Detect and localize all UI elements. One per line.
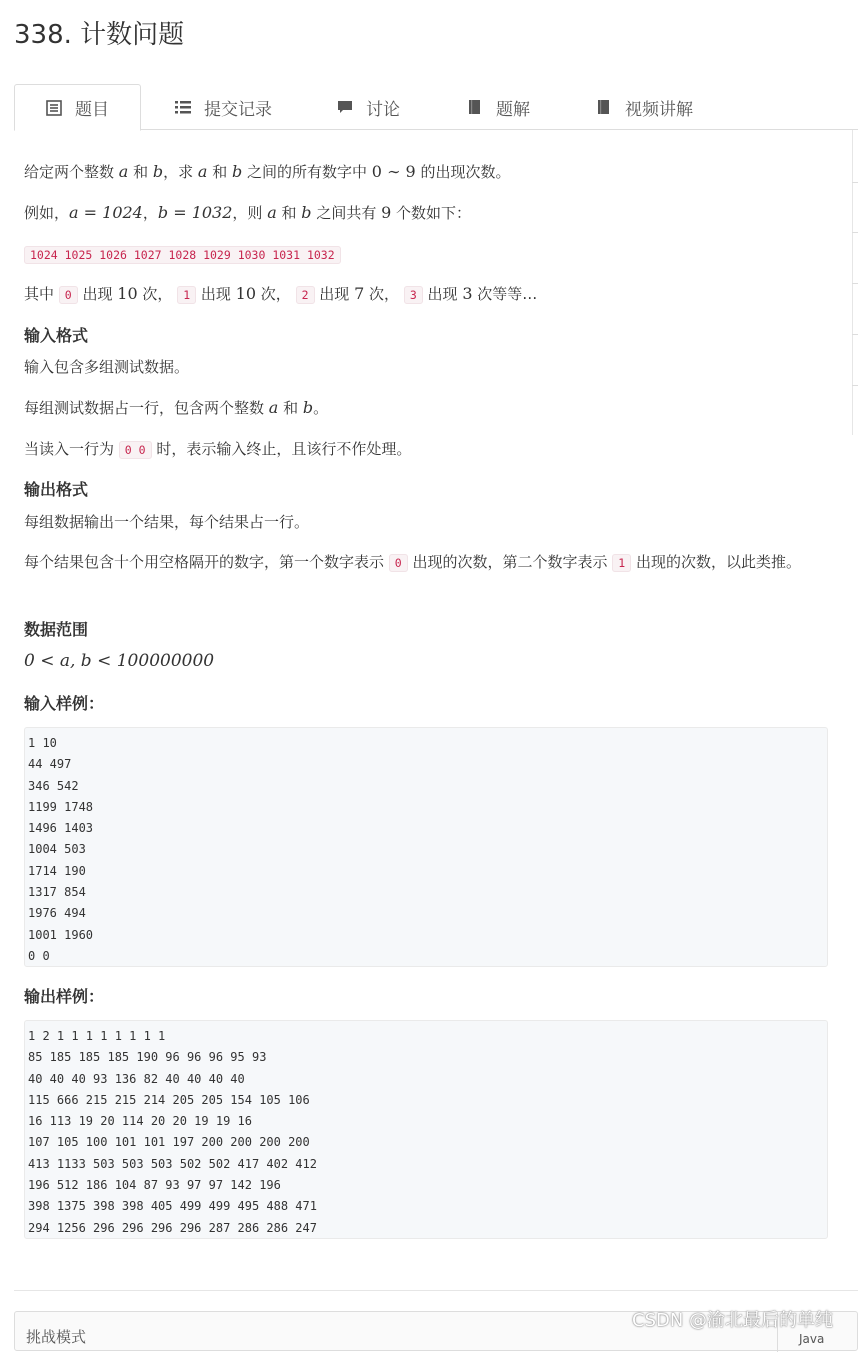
code-line: 1004 503: [28, 842, 86, 857]
code-line: 16 113 19 20 114 20 20 19 19 16: [28, 1114, 252, 1129]
code-line: 44 497: [28, 757, 72, 772]
code-line: 1976 494: [28, 906, 86, 921]
example-text: [24, 201, 828, 225]
math-var: b: [152, 162, 164, 181]
sample-output-heading: 输出样例：: [24, 987, 105, 1006]
math-var: b: [301, 203, 312, 222]
sample-input-heading: 输入样例：: [24, 694, 105, 713]
math-num: 10: [235, 284, 257, 303]
text: 的出现次数。: [415, 163, 511, 181]
tab-solutions[interactable]: [466, 84, 530, 130]
side-panel-divider: [852, 232, 858, 233]
text: 出现: [196, 285, 236, 303]
text: ，求: [163, 163, 198, 181]
math-var: b: [302, 398, 314, 417]
code-line: 1496 1403: [28, 821, 94, 836]
side-panel-divider: [852, 334, 858, 335]
text: 其中: [24, 285, 59, 303]
text: 出现: [314, 285, 355, 303]
math-eq: a = 1024: [69, 203, 143, 222]
tab-label: 题解: [496, 99, 530, 120]
code-line: 40 40 40 93 136 82 40 40 40 40: [28, 1071, 245, 1086]
input-format-line: [24, 396, 828, 420]
tab-submissions[interactable]: [174, 84, 272, 130]
text: 和: [207, 163, 232, 181]
text: 每组测试数据占一行，包含两个整数: [24, 399, 269, 417]
text: 和: [276, 204, 302, 222]
inline-code: 0: [59, 286, 78, 304]
text: 和: [278, 399, 303, 417]
code-line: 107 105 100 101 101 197 200 200 200 200: [28, 1135, 310, 1150]
math-formula: 0 < a, b < 100000000: [24, 651, 215, 671]
tab-video[interactable]: [595, 84, 693, 130]
math-var: a: [118, 162, 129, 181]
tab-discussion[interactable]: [336, 84, 400, 130]
code-line: 1 2 1 1 1 1 1 1 1 1: [28, 1029, 166, 1043]
text: 。: [313, 399, 329, 417]
output-format-line: 每组数据输出一个结果，每个结果占一行。: [24, 513, 310, 531]
book-icon: [595, 98, 613, 116]
tab-label: 视频讲解: [625, 99, 693, 120]
text: 次等等…: [472, 285, 538, 303]
code-line: 1317 854: [28, 885, 86, 900]
math-var: b: [232, 162, 243, 181]
code-line: 346 542: [28, 778, 79, 793]
inline-code: 1024 1025 1026 1027 1028 1029 1030 1031 1032: [24, 246, 341, 264]
math-num: 10: [117, 284, 138, 303]
input-format-heading: 输入格式: [24, 326, 89, 345]
text: 例如，: [24, 204, 70, 222]
content-divider: [14, 1290, 858, 1291]
output-format-heading: 输出格式: [24, 480, 89, 499]
intro-text: [24, 160, 828, 184]
inline-code: 3: [404, 286, 423, 304]
tab-label: 提交记录: [204, 99, 272, 120]
example-numbers: [24, 242, 828, 267]
code-line: 1 10: [28, 736, 57, 750]
inline-code: 0: [389, 554, 408, 572]
input-format-line: 输入包含多组测试数据。: [24, 358, 190, 376]
side-panel-divider: [852, 182, 858, 183]
sample-output-block: [24, 1020, 828, 1239]
watermark: CSDN @渝北最后的单纯: [632, 1310, 834, 1331]
data-range-formula: [24, 649, 828, 673]
list-icon: [45, 99, 63, 117]
sample-input-block: [24, 727, 828, 967]
text: 给定两个整数: [24, 163, 119, 181]
text: 时，表示输入终止，且该行不作处理。: [151, 440, 412, 458]
text: 个数如下：: [391, 204, 472, 222]
code-line: 294 1256 296 296 296 296 287 286 286 247: [28, 1220, 317, 1235]
text: 次，: [364, 285, 400, 303]
inline-code: 2: [296, 286, 315, 304]
side-panel-divider: [852, 283, 858, 284]
text: 之间共有: [311, 204, 382, 222]
text: 出现: [77, 285, 118, 303]
code-line: 1001 1960: [28, 927, 94, 942]
text: 当读入一行为: [24, 440, 119, 458]
inline-code: 1: [177, 286, 196, 304]
side-panel-divider: [852, 385, 858, 386]
text: 次，: [137, 285, 173, 303]
tab-label: 题目: [75, 100, 109, 120]
text: 次，: [256, 285, 291, 303]
math-var: a: [197, 162, 208, 181]
list-bullets-icon: [174, 98, 192, 116]
text: ，: [142, 204, 158, 222]
data-range-heading: 数据范围: [24, 620, 89, 639]
text: 之间的所有数字中: [242, 163, 372, 181]
chat-icon: [336, 98, 354, 116]
text: 出现的次数，第二个数字表示: [407, 553, 613, 571]
code-line: 1714 190: [28, 863, 86, 878]
math-num: 9: [381, 203, 392, 222]
math-var: a: [268, 398, 279, 417]
code-line: 85 185 185 185 190 96 96 96 95 93: [28, 1050, 267, 1065]
code-line: 1199 1748: [28, 799, 94, 814]
text: 每个结果包含十个用空格隔开的数字，第一个数字表示: [24, 553, 389, 571]
code-line: 398 1375 398 398 405 499 499 495 488 471: [28, 1199, 317, 1214]
code-line: 0 0: [28, 948, 50, 963]
text: ，则: [232, 204, 268, 222]
math-num: 3: [462, 284, 473, 303]
code-line: 196 512 186 104 87 93 97 97 142 196: [28, 1178, 281, 1193]
language-select[interactable]: Java: [799, 1332, 825, 1346]
output-format-line: [24, 550, 828, 575]
tab-bar: [14, 84, 858, 130]
code-line: 115 666 215 215 214 205 205 154 105 106: [28, 1092, 310, 1107]
counts-text: [24, 282, 828, 307]
page-title: 338. 计数问题: [14, 20, 185, 50]
inline-code: 0 0: [119, 441, 152, 459]
math-num: 7: [354, 284, 365, 303]
challenge-mode-toggle[interactable]: 挑战模式: [26, 1328, 87, 1346]
input-format-line: [24, 437, 828, 462]
math-range: 0 ∼ 9: [371, 162, 416, 181]
book-icon: [466, 98, 484, 116]
inline-code: 1: [612, 554, 631, 572]
math-eq: b = 1032: [157, 203, 233, 222]
tab-problem[interactable]: [14, 84, 141, 131]
text: 出现: [422, 285, 463, 303]
text: 出现的次数，以此类推。: [631, 553, 801, 571]
code-line: 413 1133 503 503 503 502 502 417 402 412: [28, 1156, 317, 1171]
text: 和: [128, 163, 153, 181]
tab-label: 讨论: [366, 99, 400, 120]
math-var: a: [267, 203, 277, 222]
